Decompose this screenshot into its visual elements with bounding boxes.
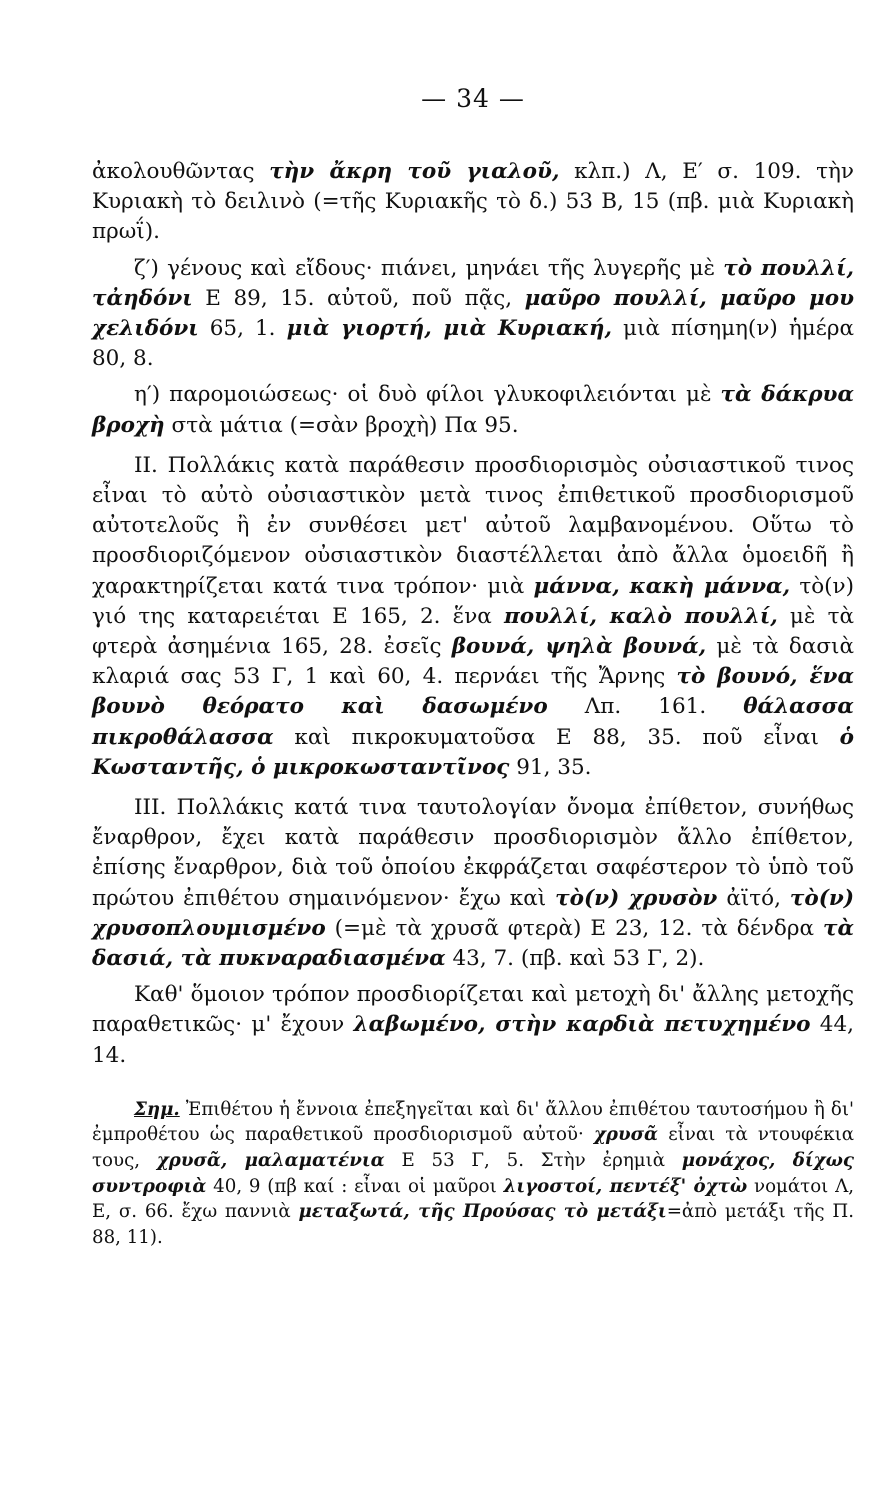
text-run: =ἀπὸ μετάξι τῆς Π. 88, 11). <box>92 1201 854 1248</box>
text-run: 40, 9 (πβ καί : εἶναι οἱ μαῦροι <box>206 1175 504 1197</box>
emphasis-phrase: τὸ(ν) χρυσοπλουμισμένο <box>92 885 854 941</box>
emphasis-phrase: θάλασσα πικροθάλασσα <box>92 694 854 750</box>
footnote-text <box>92 1097 854 1251</box>
text-run: καὶ πικροκυματοῦσα Ε 88, 35. ποῦ εἶναι <box>273 724 840 750</box>
text-run: μιὰ πίσημη(ν) ἡμέρα 80, 8. <box>92 316 854 372</box>
emphasis-phrase: μάννα, κακὴ μάννα, <box>533 573 791 599</box>
paragraph-2 <box>92 254 854 375</box>
emphasis-phrase: μονάχος, δίχως συντροφιὰ <box>92 1150 854 1197</box>
emphasis-phrase: τὴν ἄκρη τοῦ γιαλοῦ, <box>269 159 560 184</box>
emphasis-phrase: βουνά, ψηλὰ βουνά, <box>451 634 707 660</box>
text-run: 44, 14. <box>92 1012 854 1068</box>
text-run: II. Πολλάκις κατὰ παράθεσιν προσδιορισμὸς οὐσιαστικοῦ τινος εἶναι τὸ αὐτὸ οὐσιαστικὸν μετὰ τινος ἐπιθετικοῦ προσδιορισμοῦ αὐτοτελοῦς ἢ ἐν συνθέσει μετ' αὐτοῦ λαμβανομένου. Οὕτω τὸ προσδιοριζόμενον οὐσιαστικὸν διαστέλλεται ἀπὸ ἄλλα ὁμοειδῆ ἢ χαρακτηρίζεται κατά τινα τρόπον· μιὰ <box>92 452 854 599</box>
text-run: Ε 53 Γ, 5. Στὴν ἐρημιὰ <box>384 1150 682 1172</box>
text-run: 91, 35. <box>509 754 592 780</box>
text-run: Ἐπιθέτου ἡ ἔννοια ἐπεξηγεῖται καὶ δι' ἄλλου ἐπιθέτου ταυτοσήμου ἢ δι' ἐμπροθέτου ὡς παραθετικοῦ προσδιορισμοῦ αὐτοῦ· <box>92 1098 854 1146</box>
text-run: Καθ' ὅμοιον τρόπον προσδιορίζεται καὶ μετοχὴ δι' ἄλλης μετοχῆς παραθετικῶς· μ' ἔχουν <box>92 982 854 1038</box>
emphasis-phrase: τὸ πουλλί, τἀηδόνι <box>92 255 855 311</box>
text-run: ζ′) γένους καὶ εἴδους· πιάνει, μηνάει τῆς λυγερῆς μὲ <box>134 255 724 281</box>
emphasis-phrase: τὸ(ν) χρυσὸν <box>555 885 718 911</box>
text-run: Λπ. 161. <box>547 694 744 720</box>
emphasis-phrase: μεταξωτά, τῆς Προύσας τὸ μετάξι <box>298 1201 667 1223</box>
page <box>92 84 854 1250</box>
text-run: Ε 89, 15. αὐτοῦ, ποῦ πᾷς, <box>192 285 525 311</box>
emphasis-phrase: πουλλί, καλὸ πουλλί, <box>503 603 778 629</box>
text-run: III. Πολλάκις κατά τινα ταυτολογίαν ὄνομα ἐπίθετον, συνήθως ἔναρθρον, ἔχει κατὰ παράθεσιν προσδιορισμὸν ἄλλο ἐπίθετον, ἐπίσης ἔναρθρον, διὰ τοῦ ὁποίου ἐκφράζεται σαφέστερον τὸ ὑπὸ τοῦ πρώτου ἐπιθέτου σημαινόμενον· ἔχω καὶ <box>92 795 854 911</box>
text-run: ἀϊτό, <box>717 885 790 911</box>
emphasis-phrase: λαβωμένο, στὴν καρδιὰ πετυχημένο <box>353 1012 811 1038</box>
text-run: κλπ.) Λ, Ε′ σ. 109. τὴν Κυριακὴ τὸ δειλινὸ (=τῆς Κυριακῆς τὸ δ.) 53 Β, 15 (πβ. μιὰ Κυριακὴ πρωΐ). <box>92 159 854 245</box>
page-number: — 34 — <box>421 84 525 113</box>
paragraph-3 <box>92 380 854 440</box>
paragraph-6 <box>92 980 854 1071</box>
text-run: 43, 7. (πβ. καὶ 53 Γ, 2). <box>445 946 705 972</box>
emphasis-phrase: χρυσᾶ, μαλαματένια <box>156 1150 385 1172</box>
emphasis-phrase: τὸ βουνό, ἕνα βουνὸ θεόρατο καὶ δασωμένο <box>92 664 854 720</box>
text-run: 65, 1. <box>198 316 287 342</box>
text-run: τὸ(ν) γιό της καταρειέται Ε 165, 2. ἕνα <box>92 573 854 629</box>
text-run: στὰ μάτια (=σὰν βροχὴ) Πα 95. <box>164 412 519 438</box>
emphasis-phrase: μαῦρο πουλλί, μαῦρο μου χελιδόνι <box>92 285 854 342</box>
text-run: νομάτοι Λ, Ε, σ. 66. ἔχω παννιὰ <box>92 1175 854 1223</box>
text-run: ἀκολουθῶντας <box>92 159 270 184</box>
main-text <box>92 157 854 1071</box>
paragraph-1 <box>92 157 854 248</box>
text-run: μὲ τὰ δασιὰ κλαριά σας 53 Γ, 1 καὶ 60, 4. περνάει τῆς Ἄρνης <box>92 634 854 690</box>
note-label: Σημ. <box>134 1098 180 1120</box>
emphasis-phrase: ὁ Κωσταντῆς, ὁ μικροκωσταντῖνος <box>92 724 854 780</box>
emphasis-phrase: λιγοστοί, πεντέξ' ὀχτὼ <box>503 1175 748 1197</box>
emphasis-phrase: τὰ δασιά, τὰ πυκναραδιασμένα <box>92 915 854 972</box>
emphasis-phrase: χρυσᾶ <box>593 1124 659 1146</box>
text-run: η′) παρομοιώσεως· οἱ δυὸ φίλοι γλυκοφιλειόνται μὲ <box>134 382 721 408</box>
text-run: μὲ τὰ φτερὰ ἀσημένια 165, 28. ἐσεῖς <box>92 603 854 660</box>
text-run: (=μὲ τὰ χρυσᾶ φτερὰ) Ε 23, 12. τὰ δένδρα <box>325 915 823 941</box>
footnote <box>92 1097 854 1251</box>
text-run: εἶναι τὰ ντουφέκια τους, <box>92 1124 854 1172</box>
emphasis-phrase: μιὰ γιορτή, μιὰ Κυριακή, <box>286 316 612 342</box>
paragraph-5 <box>92 793 854 974</box>
paragraph-4 <box>92 451 854 783</box>
emphasis-phrase: τὰ δάκρυα βροχὴ <box>92 382 854 438</box>
